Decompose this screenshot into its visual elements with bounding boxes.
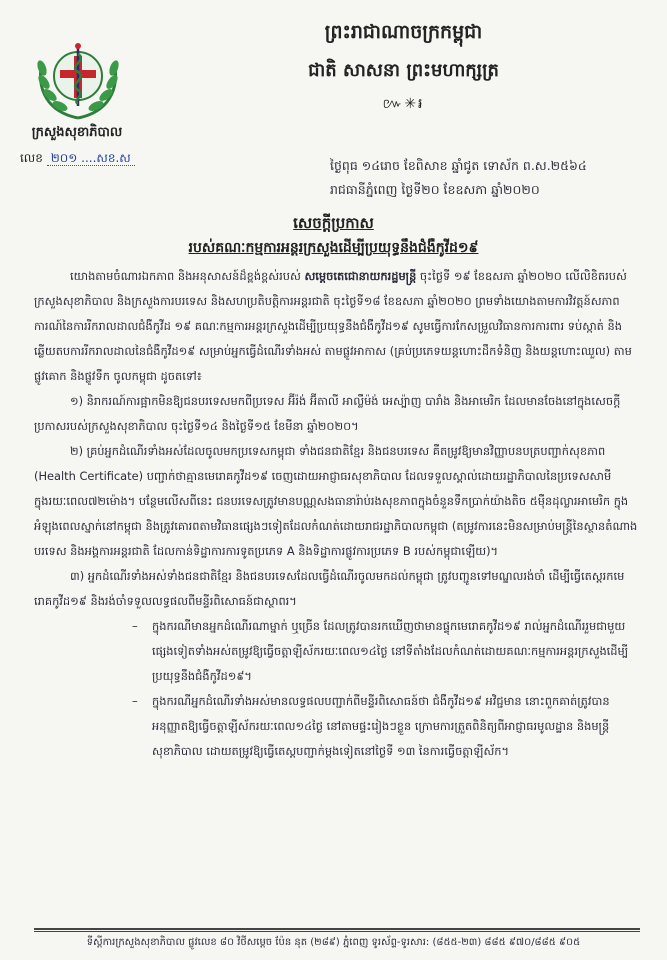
announcement-subtitle: របស់គណៈកម្មការអន្តរក្រសួងដើម្បីប្រយុទ្ធនឹងជំងឺកូវីដ១៩: [188, 240, 479, 256]
ministry-name: ក្រសួងសុខាភិបាល: [31, 125, 123, 140]
reference-number: [20, 150, 135, 168]
national-motto: ជាតិ សាសនា ព្រះមហាក្សត្រ: [308, 60, 499, 81]
list-item-1: ១) និរាករណ៍ការផ្អាកមិនឱ្យជនបរទេសមកពីប្រទេស អ៊ីរ៉ង់ អ៊ីតាលី អាល្លឺម៉ង់ អេស្ប៉ាញ បារាំង និងអាមេរិក ដែលមានចែងនៅក្នុងសេចក្តីប្រកាសរបស់ក្រសួងសុខាភិបាល ចុះថ្ងៃទី១៤ និងថ្ងៃទី១៥ ខែមីនា ឆ្នាំ២០២០។: [34, 394, 621, 433]
footer-address: ទីស្តីការក្រសួងសុខាភិបាល ផ្លូវលេខ ៨០ វិថីសម្តេច ប៉ែន នុត (២៨៩) ភ្នំពេញ ទូរស័ព្ទ-ទូរសារ: (៨៥៥-២៣) ៨៨៥ ៩៧០/៨៨៥ ៩០៥: [86, 937, 581, 948]
footer-rule-thin: [34, 931, 640, 932]
sub-bullet-2: [34, 689, 642, 764]
lunar-date: ថ្ងៃពុធ ១៤រោច ខែពិសាខ ឆ្នាំជូត ទោស័ក ព.ស.២៥៦៤: [330, 158, 587, 173]
reference-prefix: លេខ: [20, 151, 43, 165]
intro-text-b: ចុះថ្ងៃទី ១៩ ខែឧសភា ឆ្នាំ២០២០ លើលិខិតរបស់ក្រសួងសុខាភិបាល និងក្រសួងការបរទេស និងសហប្រតិបត្តិការអន្តរជាតិ ចុះថ្ងៃទី១៨ ខែឧសភា ឆ្នាំ២០២០ ព្រមទាំងយោងតាមការវិវត្តន៍សភាពការណ៍នៃការរីករាលដាលជំងឺកូវីដ ១៩ គណៈកម្មការអន្តរក្រសួងដើម្បីប្រយុទ្ធនឹងជំងឺកូវីដ១៩ សូមធ្វើការកែសម្រួលវិធានការការពារ ទប់ស្កាត់ និងឆ្លើយតបការរីករាលដាលនៃជំងឺកូវីដ១៩ សម្រាប់អ្នកធ្វើដំណើរទាំងអស់ តាមផ្លូវអាកាស (គ្រប់ប្រភេទយន្តហោះដឹកទំនិញ និងយន្តហោះឈួល) តាមផ្លូវគោក និងផ្លូវទឹក ចូលកម្ពុជា ដូចតទៅ៖: [34, 269, 632, 383]
sub-bullet-2-text: ក្នុងករណីអ្នកដំណើរទាំងអស់មានលទ្ធផលបញ្ជាក់ពីមន្ទីរពិសោធន៍ថា ជំងឺកូវីដ១៩ អវិជ្ជមាន នោះពួកគាត់ត្រូវបានអនុញ្ញាតឱ្យធ្វើចត្តាឡីស័ករយៈពេល១៤ថ្ងៃ នៅតាមផ្ទះរៀងៗខ្លួន ក្រោមការត្រួតពិនិត្យពីអាជ្ញាធរមូលដ្ឋាន និងមន្ត្រីសុខាភិបាល ដោយតម្រូវឱ្យធ្វើតេស្តបញ្ជាក់ម្តងទៀតនៅថ្ងៃទី ១៣ នៃការធ្វើចត្តាឡីស័ក។: [152, 694, 610, 758]
announcement-title: សេចក្តីប្រកាស: [293, 214, 374, 232]
solar-date: រាជធានីភ្នំពេញ ថ្ងៃទី២០ ខែឧសភា ឆ្នាំ២០២០: [330, 182, 540, 197]
reference-value: ២០១ ....សខ.ស: [47, 151, 135, 166]
intro-paragraph: [34, 264, 642, 389]
bullet-dash: –: [132, 694, 138, 708]
prime-minister-title: សម្តេចតេជោនាយករដ្ឋមន្ត្រី: [304, 269, 417, 283]
sub-bullet-1: [34, 614, 642, 689]
announcement-body: [34, 264, 642, 764]
bullet-dash: –: [132, 619, 138, 633]
footer-rule: [34, 928, 640, 930]
list-item-2: ២) គ្រប់អ្នកដំណើរទាំងអស់ដែលចូលមកប្រទេសកម្ពុជា ទាំងជនជាតិខ្មែរ និងជនបរទេស គឺតម្រូវឱ្យមានវិញ្ញាបនបត្របញ្ជាក់សុខភាព (Health Certificate) បញ្ជាក់ថាគ្មានមេរោគកូវីដ១៩ ចេញដោយអាជ្ញាធរសុខាភិបាល ដែលទទួលស្គាល់ដោយរដ្ឋាភិបាលនៃប្រទេសសាមី ក្នុងរយៈពេល៧២ម៉ោង។ បន្ថែមលើសពីនេះ ជនបរទេសត្រូវមានបណ្ណសងធានារ៉ាប់រងសុខភាពក្នុងចំនួនទឹកប្រាក់យ៉ាងតិច ៥ម៉ឺនដុល្លារអាមេរិក ក្នុងអំឡុងពេលស្នាក់នៅកម្ពុជា និងត្រូវគោរពតាមវិធានផ្សេងៗទៀតដែលកំណត់ដោយរាជរដ្ឋាភិបាលកម្ពុជា (តម្រូវការនេះមិនសម្រាប់មន្ត្រីនៃស្ថានតំណាងបរទេស និងអង្គការអន្តរជាតិ ដែលកាន់ទិដ្ឋាការការទូតប្រភេទ A និងទិដ្ឋាការផ្លូវការប្រភេទ B របស់កម្ពុជាឡើយ)។: [34, 444, 638, 558]
intro-text-a: យោងតាមចំណារឯកភាព និងអនុសាសន៍ដ៏ខ្ពង់ខ្ពស់របស់: [70, 269, 305, 283]
list-item-3: ៣) អ្នកដំណើរទាំងអស់ទាំងជនជាតិខ្មែរ និងជនបរទេសដែលធ្វើដំណើរចូលមកដល់កម្ពុជា ត្រូវបញ្ជូនទៅមណ្ឌលរង់ចាំ ដើម្បីធ្វើតេស្តរកមេរោគកូវីដ១៩ និងរង់ចាំទទួលលទ្ធផលពីមន្ទីរពិសោធន៍ជាស្ថាពរ។: [34, 569, 625, 608]
kingdom-heading: ព្រះរាជាណាចក្រកម្ពុជា: [324, 21, 483, 43]
sub-bullet-1-text: ក្នុងករណីមានអ្នកដំណើរណាម្នាក់ ឬច្រើន ដែលត្រូវបានរកឃើញថាមានផ្ទុកមេរោគកូវីដ១៩ រាល់អ្នកដំណើររួមជាមួយផ្សេងទៀតទាំងអស់តម្រូវឱ្យធ្វើចត្តាឡីស័ករយៈពេល១៤ថ្ងៃ នៅទីតាំងដែលកំណត់ដោយគណៈកម្មការអន្តរក្រសួងដើម្បីប្រយុទ្ធនឹងជំងឺកូវីដ១៩។: [152, 619, 629, 683]
ornament-divider: ៚✳៛: [382, 96, 425, 112]
